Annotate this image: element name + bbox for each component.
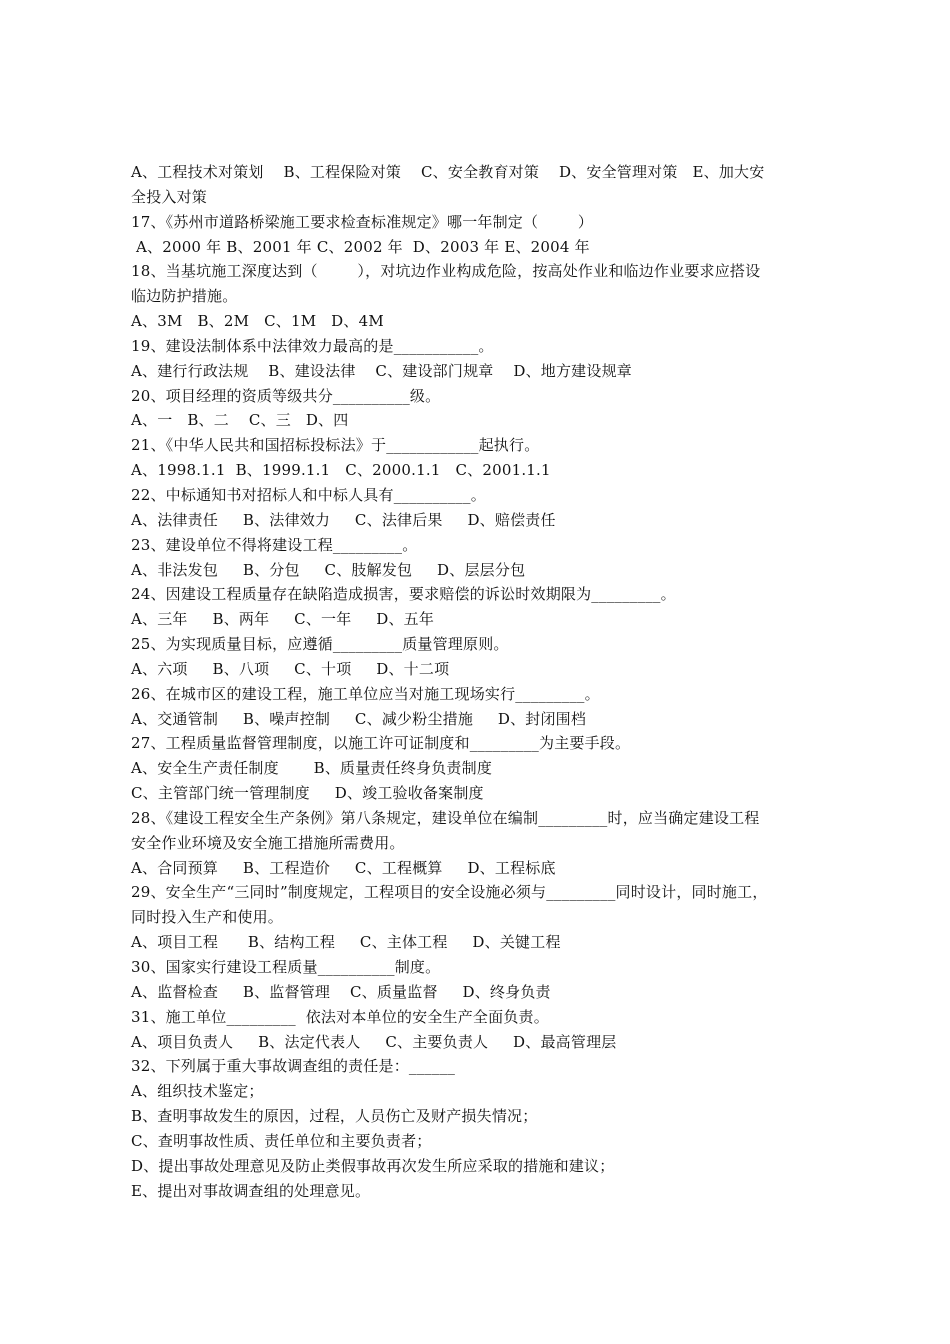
- question-26: 26、在城市区的建设工程，施工单位应当对施工现场实行_________。: [131, 684, 600, 703]
- question-31-options: A、项目负责人 B、法定代表人 C、主要负责人 D、最高管理层: [131, 1032, 617, 1051]
- question-21: 21、《中华人民共和国招标投标法》于____________起执行。: [131, 436, 540, 455]
- question-28-options: A、合同预算 B、工程造价 C、工程概算 D、工程标底: [131, 858, 556, 877]
- question-20-options: A、一 B、二 C、三 D、四: [131, 411, 349, 430]
- question-24-options: A、三年 B、两年 C、一年 D、五年: [131, 610, 435, 629]
- question-29-options: A、项目工程 B、结构工程 C、主体工程 D、关键工程: [131, 933, 561, 952]
- question-17-options: A、2000 年 B、2001 年 C、2002 年 D、2003 年 E、2004 年: [131, 237, 590, 256]
- question-22: 22、中标通知书对招标人和中标人具有__________。: [131, 485, 486, 504]
- question-23-options: A、非法发包 B、分包 C、肢解发包 D、层层分包: [131, 560, 526, 579]
- question-20: 20、项目经理的资质等级共分__________级。: [131, 386, 441, 405]
- question-18: 18、当基坑施工深度达到（ ），对坑边作业构成危险，按高处作业和临边作业要求应搭设: [131, 262, 761, 281]
- question-18-continued: 临边防护措施。: [131, 287, 238, 306]
- question-21-options: A、1998.1.1 B、1999.1.1 C、2000.1.1 C、2001.1.1: [131, 461, 551, 480]
- question-27-options-ab: A、安全生产责任制度 B、质量责任终身负责制度: [131, 759, 493, 778]
- question-27-options-cd: C、主管部门统一管理制度 D、竣工验收备案制度: [131, 784, 484, 803]
- question-27: 27、工程质量监督管理制度，以施工许可证制度和_________为主要手段。: [131, 734, 631, 753]
- question-30-options: A、监督检查 B、监督管理 C、质量监督 D、终身负责: [131, 982, 551, 1001]
- question-28: 28、《建设工程安全生产条例》第八条规定，建设单位在编制_________时，应当确定建设工程: [131, 808, 760, 827]
- question-29: 29、安全生产“三同时”制度规定，工程项目的安全设施必须与_________同时设计，同时施工，: [131, 883, 768, 902]
- question-22-options: A、法律责任 B、法律效力 C、法律后果 D、赔偿责任: [131, 510, 556, 529]
- question-25: 25、为实现质量目标，应遵循_________质量管理原则。: [131, 635, 509, 654]
- question-17: 17、《苏州市道路桥梁施工要求检查标准规定》哪一年制定（ ）: [131, 212, 594, 231]
- question-25-options: A、六项 B、八项 C、十项 D、十二项: [131, 659, 450, 678]
- question-18-options: A、3M B、2M C、1M D、4M: [131, 312, 384, 331]
- question-31: 31、施工单位_________ 依法对本单位的安全生产全面负责。: [131, 1007, 549, 1026]
- document-body: [131, 160, 837, 1203]
- question-32: 32、下列属于重大事故调查组的责任是：______: [131, 1057, 456, 1076]
- question-32-option-d: D、提出事故处理意见及防止类假事故再次发生所应采取的措施和建议；: [131, 1156, 615, 1175]
- option-line: A、工程技术对策划 B、工程保险对策 C、安全教育对策 D、安全管理对策 E、加大安: [131, 163, 765, 181]
- question-32-option-a: A、组织技术鉴定；: [131, 1082, 264, 1101]
- question-32-option-b: B、查明事故发生的原因，过程，人员伤亡及财产损失情况；: [131, 1107, 538, 1126]
- question-29-continued: 同时投入生产和使用。: [131, 908, 284, 927]
- question-32-option-c: C、查明事故性质、责任单位和主要负责者；: [131, 1131, 432, 1150]
- question-30: 30、国家实行建设工程质量__________制度。: [131, 958, 441, 976]
- question-32-option-e: E、提出对事故调查组的处理意见。: [131, 1181, 371, 1200]
- question-19: 19、建设法制体系中法律效力最高的是___________。: [131, 336, 494, 355]
- question-24: 24、因建设工程质量存在缺陷造成损害，要求赔偿的诉讼时效期限为_________。: [131, 585, 676, 604]
- option-line-continued: 全投入对策: [131, 187, 208, 206]
- question-28-continued: 安全作业环境及安全施工措施所需费用。: [131, 833, 405, 852]
- question-26-options: A、交通管制 B、噪声控制 C、减少粉尘措施 D、封闭围档: [131, 709, 587, 728]
- question-19-options: A、建行行政法规 B、建设法律 C、建设部门规章 D、地方建设规章: [131, 361, 632, 380]
- question-23: 23、建设单位不得将建设工程_________。: [131, 535, 418, 554]
